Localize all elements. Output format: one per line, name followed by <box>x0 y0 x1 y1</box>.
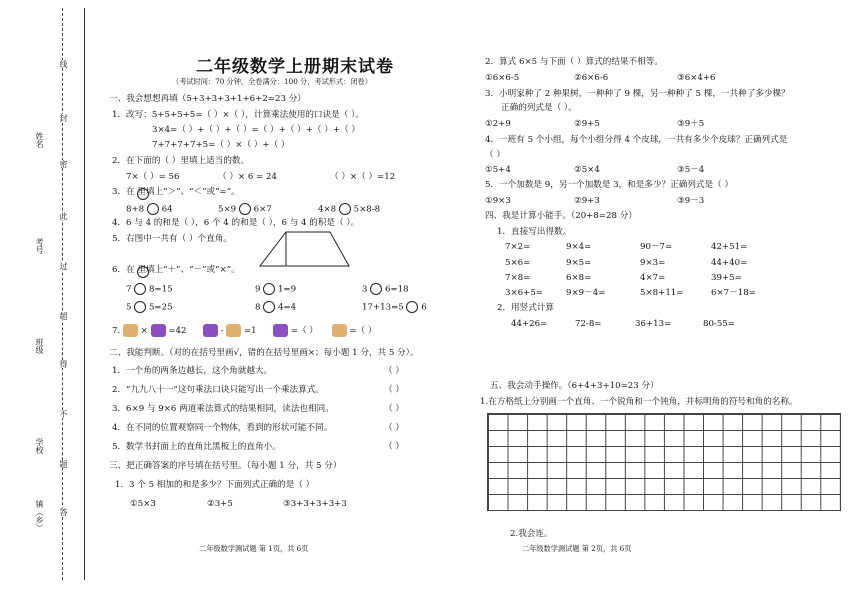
judge-2-paren[interactable]: （ ） <box>384 385 404 395</box>
blank-circle[interactable] <box>370 283 382 295</box>
blank-circle[interactable] <box>137 266 149 278</box>
q6-item-b: 9 1=9 <box>255 284 297 295</box>
blank-circle[interactable] <box>263 283 275 295</box>
q6-item-a: 7 8=15 <box>126 284 173 295</box>
vertical-item: 72-8= <box>575 319 602 329</box>
calc-item: 5×8+11= <box>640 288 684 298</box>
q5-text: 5．右图中一共有（ ）个直角。 <box>112 234 232 244</box>
calc-item: 6×7－18= <box>711 288 756 298</box>
q1-line-b: 3×4=（ ）+（ ）+（ ）=（ ）+（ ）+（ ）+（ ） <box>152 125 360 135</box>
choice-4-a: ①5+4 <box>485 165 511 175</box>
exam-subtitle: （考试时间：70 分钟，全卷满分：100 分，考试形式：闭卷） <box>172 77 372 86</box>
q2-item-a: 7×（ ）= 56 <box>126 172 180 182</box>
choice-3: 3．小明家种了 2 种果树，一种种了 9 棵，另一种种了 5 棵，一共种了多少棵？ <box>485 89 790 99</box>
judge-5: 5．数学书封面上的直角比黑板上的直角小。 <box>112 442 281 452</box>
vertical-item: 36+13= <box>635 319 672 329</box>
choice-2: 2．算式 6×5 与下面（ ）算式的结果不相等。 <box>485 57 663 67</box>
vertical-calc-heading: 2．用竖式计算 <box>497 303 555 313</box>
vertical-item: 44+26= <box>511 319 548 329</box>
section-5-heading: 五、我会动手操作。（6+4+3+10=23 分） <box>490 381 659 391</box>
q6-item-c: 3 6=18 <box>362 284 409 295</box>
calc-item: 9×3= <box>640 258 666 268</box>
deer-icon <box>226 324 241 337</box>
q3-text: 3．在 里填上“＞”、“＜”或“=”。 <box>112 187 240 197</box>
dash-word: 题 <box>59 460 68 468</box>
blank-circle[interactable] <box>137 188 149 200</box>
q1-line-a: 1．改写：5+5+5+5=（ ）×（ ），计算乘法使用的口诀是（ ）。 <box>112 110 364 120</box>
section-1-heading: 一、我会想想再填（5+3+3+3+1+6+2=23 分） <box>109 94 306 104</box>
choice-3-b: ②9+5 <box>574 119 600 129</box>
choice-5: 5．一个加数是 9，另一个加数是 3，和是多少？正确列式是（ ） <box>485 180 734 190</box>
q1-line-c: 7+7+7+7+5=（ ）×（ ）+（ ） <box>152 140 290 150</box>
binding-solid-line <box>84 8 85 580</box>
blank-circle[interactable] <box>406 301 418 313</box>
vertical-item: 80-55= <box>703 319 735 329</box>
boy-icon <box>151 324 166 337</box>
calc-item: 90－7= <box>640 242 673 252</box>
calc-item: 9×4= <box>566 242 592 252</box>
class-label: 班级 <box>35 338 44 354</box>
operation-2: 2.我会连。 <box>510 529 553 539</box>
choice-5-b: ②9+3 <box>574 196 600 206</box>
dash-word: 得 <box>59 360 68 368</box>
choice-4: 4．一班有 5 个小组，每个小组分得 4 个皮球，一共有多少个皮球？正确列式是 <box>485 135 788 145</box>
choice-1: 1．3 个 5 相加的和是多少？下面列式正确的是（ ） <box>115 480 315 490</box>
q3-item-b: 5×9 6×7 <box>218 204 272 215</box>
q6-item-d: 5 5=25 <box>126 302 173 313</box>
dash-word: 密 <box>59 160 68 168</box>
choice-4-sub: （ ） <box>485 150 505 160</box>
calc-item: 9×5= <box>566 258 592 268</box>
grid-paper[interactable] <box>487 413 841 511</box>
q6-text: 6．在 里填上“＋”、“－”或“×”。 <box>112 265 240 275</box>
judge-1: 1．一个角的两条边越长，这个角就越大。 <box>112 366 273 376</box>
calc-item: 6×8= <box>566 273 592 283</box>
town-label: 镇（乡） <box>35 500 44 532</box>
page-1-footer: 二年级数学测试题 第 1页，共 6页 <box>199 544 309 553</box>
dash-word: 不 <box>59 410 68 418</box>
choice-2-a: ①6×6-5 <box>485 73 520 83</box>
dash-word: 此 <box>59 212 68 220</box>
school-label: 学校 <box>35 438 44 454</box>
judge-3: 3．6×9 与 9×6 两道乘法算式的结果相同，读法也相同。 <box>112 404 334 414</box>
choice-3-c: ③9＋5 <box>677 119 705 129</box>
section-4-heading: 四、我是计算小能手。（20+8=28 分） <box>485 211 637 221</box>
calc-item: 44+40= <box>711 258 748 268</box>
dash-word: 超 <box>59 312 68 320</box>
binding-dashed-line <box>62 8 64 580</box>
judge-3-paren[interactable]: （ ） <box>384 404 404 414</box>
blank-circle[interactable] <box>339 203 351 215</box>
choice-4-b: ②5×4 <box>574 165 600 175</box>
choice-1-a: ①5×3 <box>130 499 156 509</box>
choice-5-a: ①9×3 <box>485 196 511 206</box>
blank-circle[interactable] <box>263 301 275 313</box>
q7-row: 7. × =42 - =1 =（ ） =（ ） <box>112 326 377 336</box>
choice-1-b: ②3+5 <box>207 499 233 509</box>
calc-item: 9×9－4= <box>566 288 606 298</box>
section-3-heading: 三、把正确答案的序号填在括号里。（每小题 1 分，共 5 分） <box>109 461 342 471</box>
q3-item-a: 8+8 64 <box>126 204 173 215</box>
calc-item: 7×8= <box>505 273 531 283</box>
choice-2-c: ③6×4+6 <box>677 73 716 83</box>
q4-text: 4．6 与 4 的和是（ ），6 个 4 的和是（ ），6 与 4 的积是（ ）。 <box>112 218 360 228</box>
choice-5-c: ③9－3 <box>677 196 705 206</box>
boy-icon <box>203 324 218 337</box>
deer-icon <box>332 324 347 337</box>
direct-calc-heading: 1．直接写出得数。 <box>497 227 572 237</box>
exam-number-label: 考号 <box>35 238 44 254</box>
q2-item-c: （ ）×（ ）=12 <box>330 172 396 182</box>
calc-item: 39+5= <box>711 273 742 283</box>
choice-4-c: ③5－4 <box>677 165 705 175</box>
operation-1: 1.在方格纸上分别画一个直角、一个锐角和一个钝角，并标明角的符号和角的名称。 <box>480 397 798 407</box>
name-label: 姓名 <box>35 132 44 148</box>
calc-item: 4×7= <box>640 273 666 283</box>
judge-1-paren[interactable]: （ ） <box>384 366 404 376</box>
exam-title: 二年级数学上册期末试卷 <box>196 57 394 77</box>
q2-text: 2．在下面的（ ）里填上适当的数。 <box>112 156 250 166</box>
blank-circle[interactable] <box>239 203 251 215</box>
choice-3-a: ①2+9 <box>485 119 511 129</box>
blank-circle[interactable] <box>147 203 159 215</box>
calc-item: 7×2= <box>505 242 531 252</box>
judge-4-paren[interactable]: （ ） <box>384 423 404 433</box>
calc-item: 3×6+5= <box>505 288 544 298</box>
section-2-heading: 二、我能判断。（对的在括号里画√，错的在括号里画×；每小题 1 分，共 5 分）。 <box>109 348 419 358</box>
calc-item: 42+51= <box>711 242 748 252</box>
dash-word: 过 <box>59 262 68 270</box>
q3-item-c: 4×8 5×8-8 <box>318 204 381 215</box>
judge-4: 4．在不同的位置观察同一个物体，看到的形状可能不同。 <box>112 423 333 433</box>
choice-1-c: ③3+3+3+3+3 <box>283 499 347 509</box>
deer-icon <box>123 324 138 337</box>
dash-word: 封 <box>59 114 68 122</box>
blank-circle[interactable] <box>134 301 146 313</box>
boy-icon <box>273 324 288 337</box>
q6-item-f: 17+13=5 6 <box>362 302 427 313</box>
choice-3-sub: 正确的列式是（ ）。 <box>501 103 577 113</box>
dash-word: 线 <box>59 60 68 68</box>
page-2-footer: 二年级数学测试题 第 2页，共 6页 <box>522 544 632 553</box>
dash-word: 答 <box>59 508 68 516</box>
blank-circle[interactable] <box>134 283 146 295</box>
trapezoid-figure <box>258 229 352 269</box>
q6-item-e: 8 4=4 <box>255 302 297 313</box>
judge-2: 2．“九九八十一”这句乘法口诀只能写出一个乘法算式。 <box>112 385 324 395</box>
calc-item: 5×6= <box>505 258 531 268</box>
choice-2-b: ②6×6-6 <box>574 73 609 83</box>
q2-item-b: （ ）× 6 = 24 <box>218 172 277 182</box>
judge-5-paren[interactable]: （ ） <box>384 442 404 452</box>
